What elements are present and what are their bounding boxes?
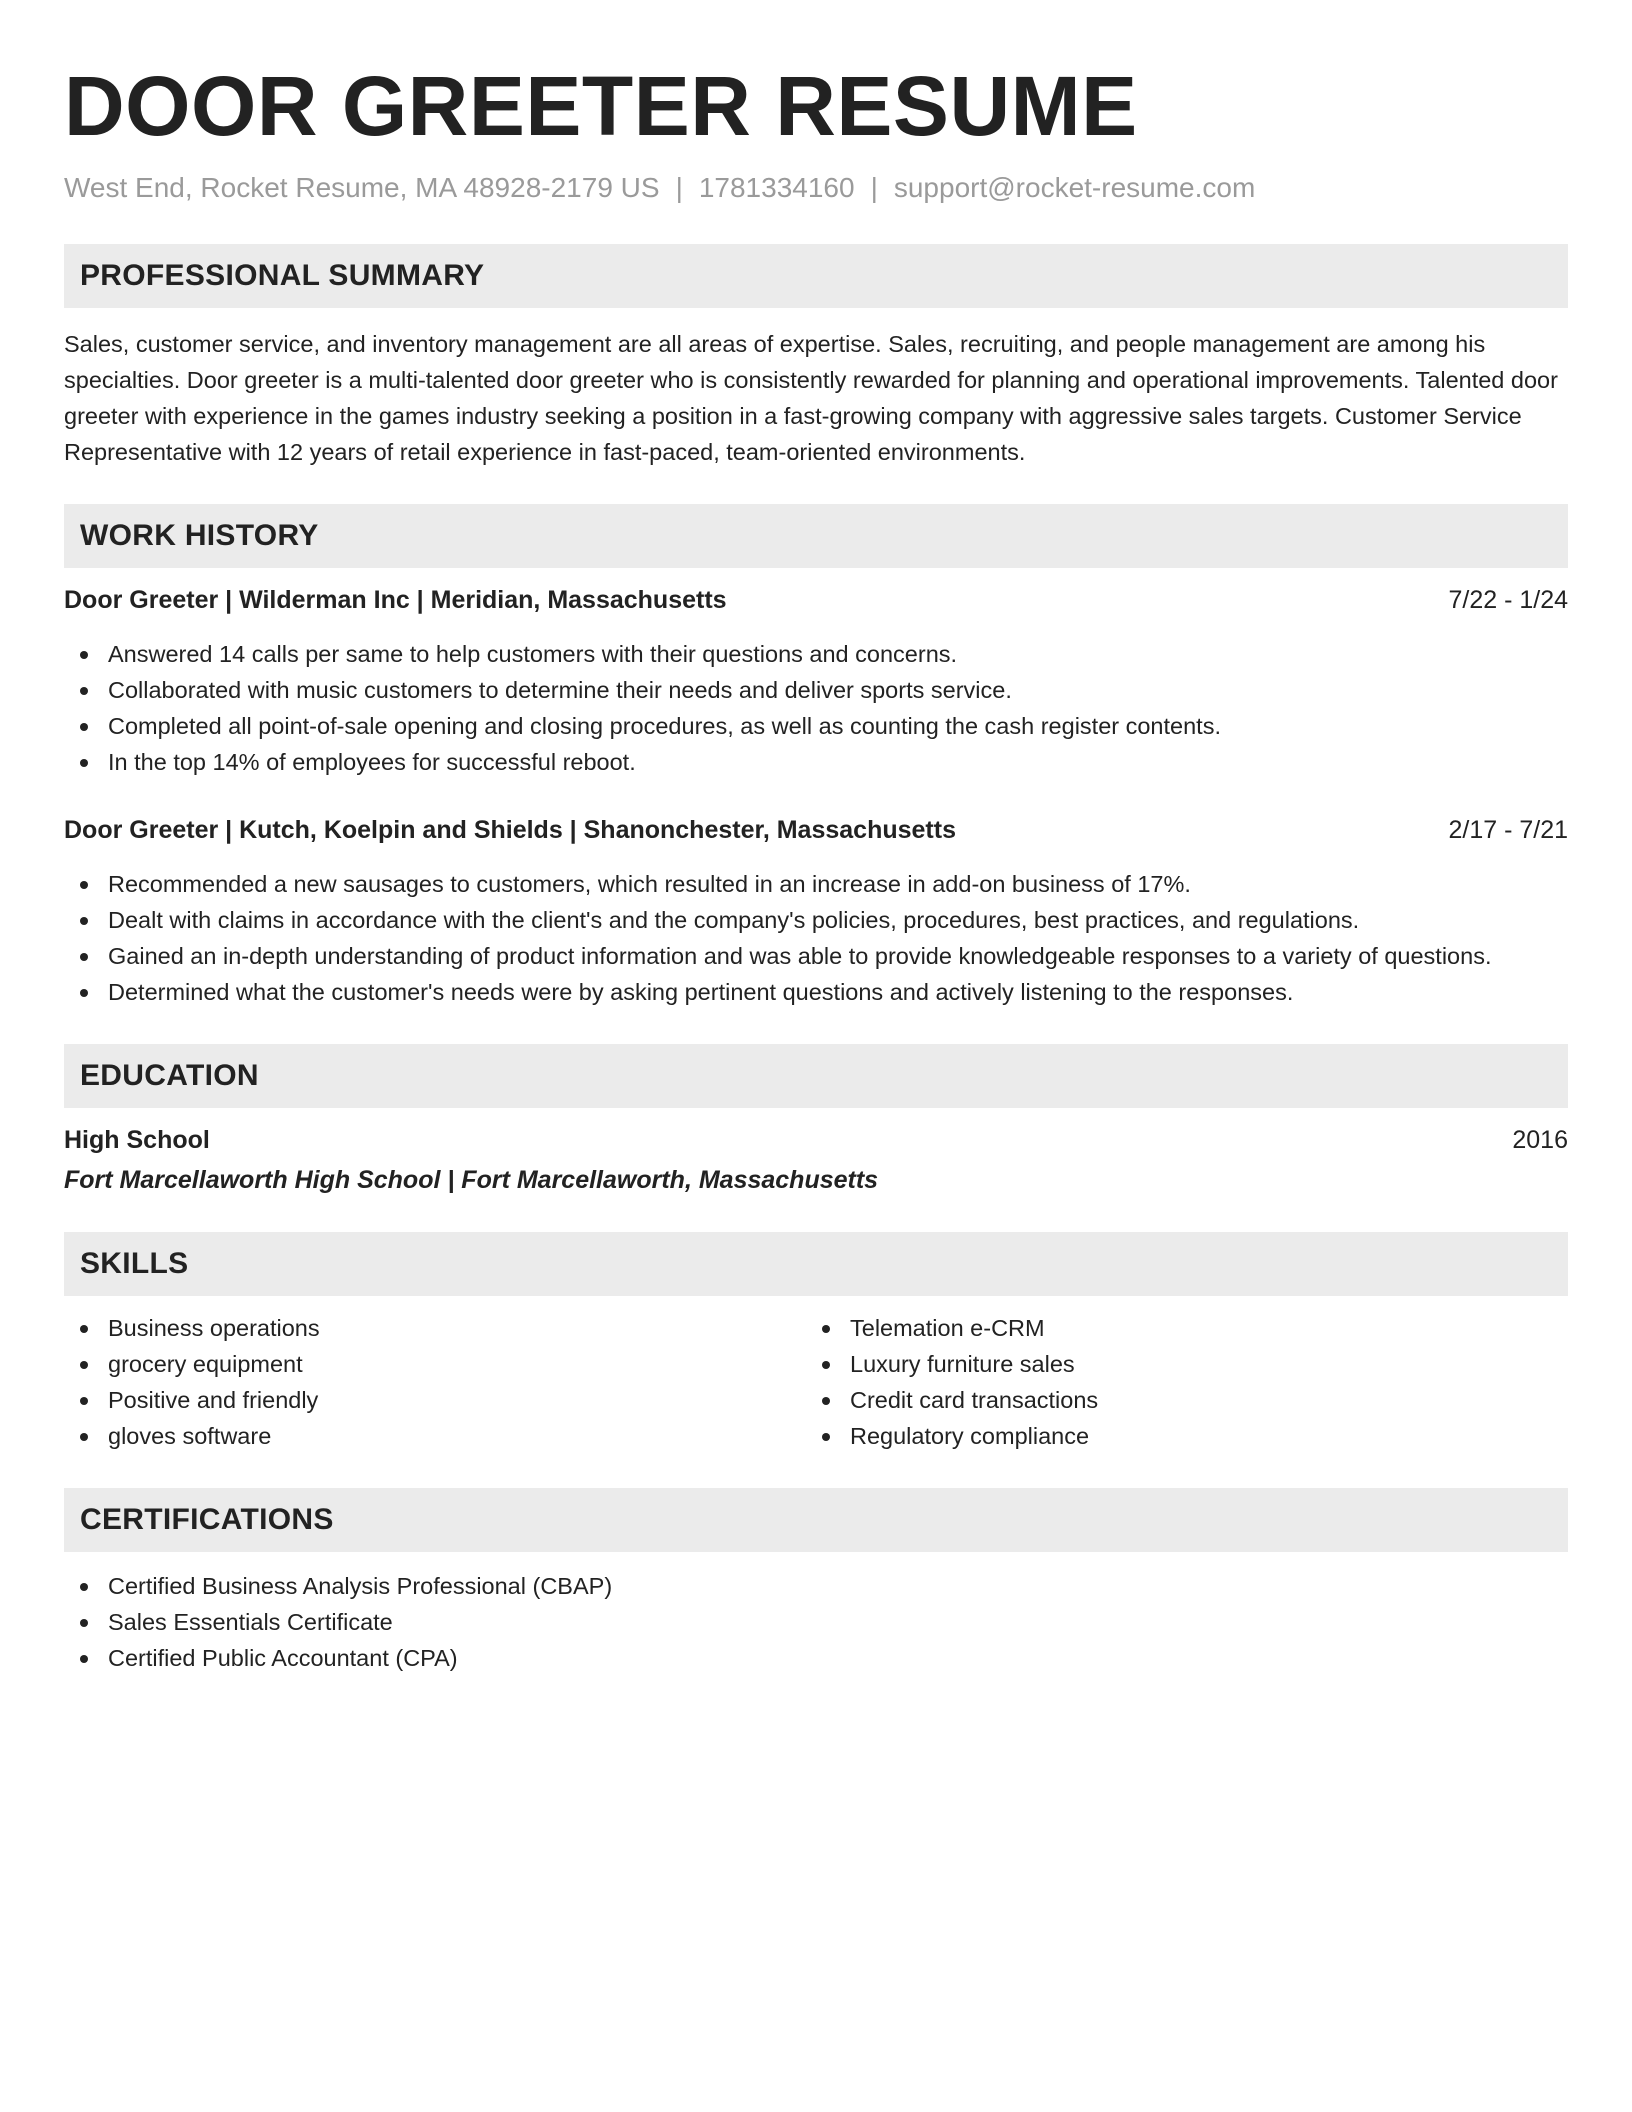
job-bullets <box>64 636 1568 780</box>
skills-list-right <box>806 1310 1548 1454</box>
education-header <box>64 1122 1568 1158</box>
list-item: Gained an in-depth understanding of product information and was able to provide knowledgeable responses to a variety of questions. <box>64 938 1568 974</box>
education-entry <box>64 1122 1568 1198</box>
list-item: Collaborated with music customers to determine their needs and deliver sports service. <box>64 672 1568 708</box>
education-school: Fort Marcellaworth High School | Fort Marcellaworth, Massachusetts <box>64 1166 879 1194</box>
resume-page <box>64 0 1568 1676</box>
skills-heading: SKILLS <box>64 1232 1568 1296</box>
certification-item: Sales Essentials Certificate <box>64 1604 1568 1640</box>
summary-text: Sales, customer service, and inventory management are all areas of expertise. Sales, recruiting, and people management are among his specialties. Door greeter is a multi-talented door greeter who is consistently rewarded for planning and operational improvements. Talented door greeter with experience in the games industry seeking a position in a fast-growing company with aggressive sales targets. Customer Service Representative with 12 years of retail experience in fast-paced, team-oriented environments. <box>64 331 1558 465</box>
education-degree: High School <box>64 1126 210 1154</box>
contact-separator: | <box>870 172 878 203</box>
job-entry <box>64 582 1568 780</box>
job-header <box>64 582 1568 618</box>
skill-item: Positive and friendly <box>64 1382 806 1418</box>
work-history-heading: WORK HISTORY <box>64 504 1568 568</box>
contact-email: support@rocket-resume.com <box>893 172 1256 203</box>
contact-address: West End, Rocket Resume, MA 48928-2179 US <box>64 172 660 203</box>
skill-item: Telemation e-CRM <box>806 1310 1548 1346</box>
contact-line <box>64 170 1568 206</box>
resume-title: DOOR GREETER RESUME <box>64 59 1138 153</box>
list-item: Completed all point-of-sale opening and closing procedures, as well as counting the cash register contents. <box>64 708 1568 744</box>
contact-separator: | <box>675 172 683 203</box>
job-header <box>64 812 1568 848</box>
certifications-list <box>64 1568 1568 1676</box>
contact-phone: 1781334160 <box>698 172 855 203</box>
summary-heading: PROFESSIONAL SUMMARY <box>64 244 1568 308</box>
certification-item: Certified Business Analysis Professional (CBAP) <box>64 1568 1568 1604</box>
job-title: Door Greeter | Kutch, Koelpin and Shields | Shanonchester, Massachusetts <box>64 816 956 844</box>
education-heading: EDUCATION <box>64 1044 1568 1108</box>
certifications-heading: CERTIFICATIONS <box>64 1488 1568 1552</box>
skills-list-left <box>64 1310 806 1454</box>
job-title: Door Greeter | Wilderman Inc | Meridian, Massachusetts <box>64 586 727 614</box>
job-dates: 2/17 - 7/21 <box>1448 816 1568 844</box>
list-item: Determined what the customer's needs were by asking pertinent questions and actively listening to the responses. <box>64 974 1568 1010</box>
skill-item: gloves software <box>64 1418 806 1454</box>
skill-item: Business operations <box>64 1310 806 1346</box>
certification-item: Certified Public Accountant (CPA) <box>64 1640 1568 1676</box>
skill-item: Luxury furniture sales <box>806 1346 1548 1382</box>
education-year: 2016 <box>1512 1126 1568 1154</box>
list-item: Recommended a new sausages to customers, which resulted in an increase in add-on business of 17%. <box>64 866 1568 902</box>
list-item: Answered 14 calls per same to help customers with their questions and concerns. <box>64 636 1568 672</box>
skill-item: grocery equipment <box>64 1346 806 1382</box>
skill-item: Regulatory compliance <box>806 1418 1548 1454</box>
job-entry <box>64 812 1568 1010</box>
list-item: In the top 14% of employees for successful reboot. <box>64 744 1568 780</box>
job-bullets <box>64 866 1568 1010</box>
job-dates: 7/22 - 1/24 <box>1448 586 1568 614</box>
skills-columns <box>64 1310 1568 1454</box>
list-item: Dealt with claims in accordance with the client's and the company's policies, procedures, best practices, and regulations. <box>64 902 1568 938</box>
skill-item: Credit card transactions <box>806 1382 1548 1418</box>
